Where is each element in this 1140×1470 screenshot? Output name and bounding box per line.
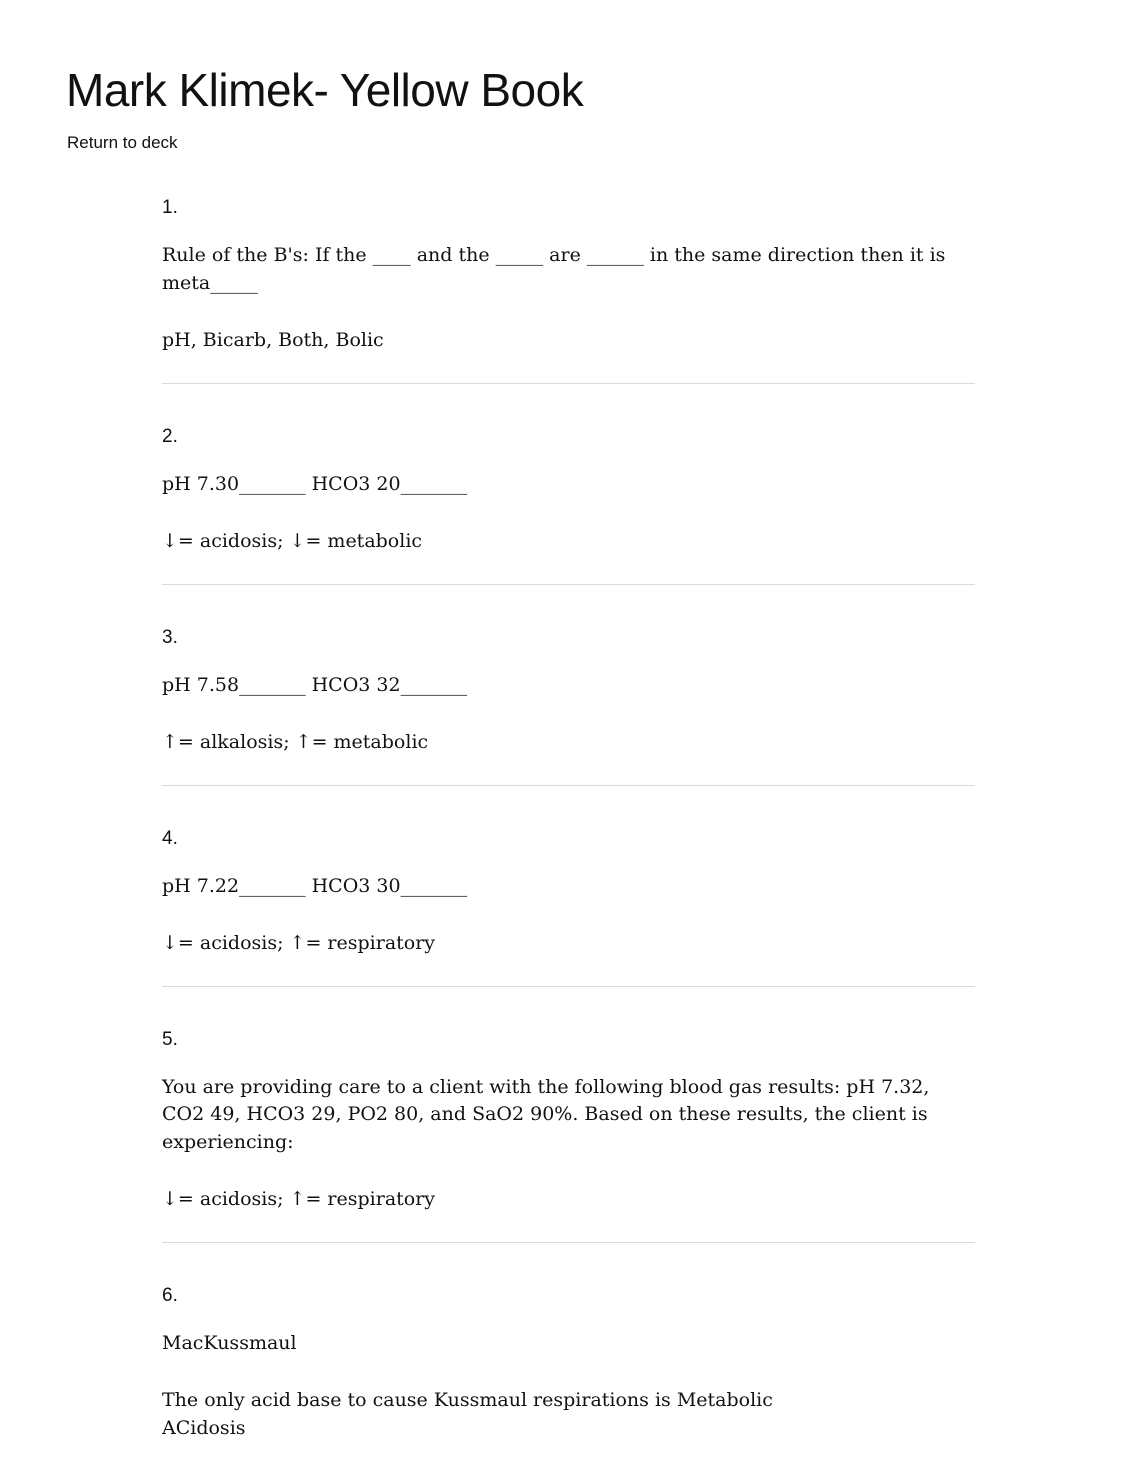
return-to-deck-link[interactable]: Return to deck	[67, 133, 178, 153]
card-number: 2.	[162, 423, 975, 451]
card-question: pH 7.58_______ HCO3 32_______	[162, 672, 975, 700]
flashcard	[162, 1026, 975, 1243]
flashcard	[162, 624, 975, 786]
page-title: Mark Klimek- Yellow Book	[66, 62, 583, 118]
flashcard	[162, 1282, 975, 1470]
card-question: You are providing care to a client with the following blood gas results: pH 7.32, CO2 49, HCO3 29, PO2 80, and SaO2 90%. Based on these results, the client is experiencing:	[162, 1074, 975, 1157]
card-question: Rule of the B's: If the ____ and the _____ are ______ in the same direction then it is meta_____	[162, 242, 975, 297]
card-answer: ↑= alkalosis; ↑= metabolic	[162, 729, 975, 757]
card-answer: ↓= acidosis; ↑= respiratory	[162, 930, 975, 958]
card-number: 4.	[162, 825, 975, 853]
card-number: 1.	[162, 194, 975, 222]
flashcard	[162, 423, 975, 585]
flashcard	[162, 194, 975, 384]
card-list	[162, 194, 975, 1470]
card-answer: ↓= acidosis; ↓= metabolic	[162, 528, 975, 556]
card-answer: The only acid base to cause Kussmaul respirations is Metabolic ACidosis	[162, 1387, 975, 1442]
card-answer: ↓= acidosis; ↑= respiratory	[162, 1186, 975, 1214]
card-number: 3.	[162, 624, 975, 652]
card-question: pH 7.30_______ HCO3 20_______	[162, 471, 975, 499]
card-question: pH 7.22_______ HCO3 30_______	[162, 873, 975, 901]
flashcard	[162, 825, 975, 987]
card-question: MacKussmaul	[162, 1330, 975, 1358]
card-number: 6.	[162, 1282, 975, 1310]
card-number: 5.	[162, 1026, 975, 1054]
card-answer: pH, Bicarb, Both, Bolic	[162, 327, 975, 355]
